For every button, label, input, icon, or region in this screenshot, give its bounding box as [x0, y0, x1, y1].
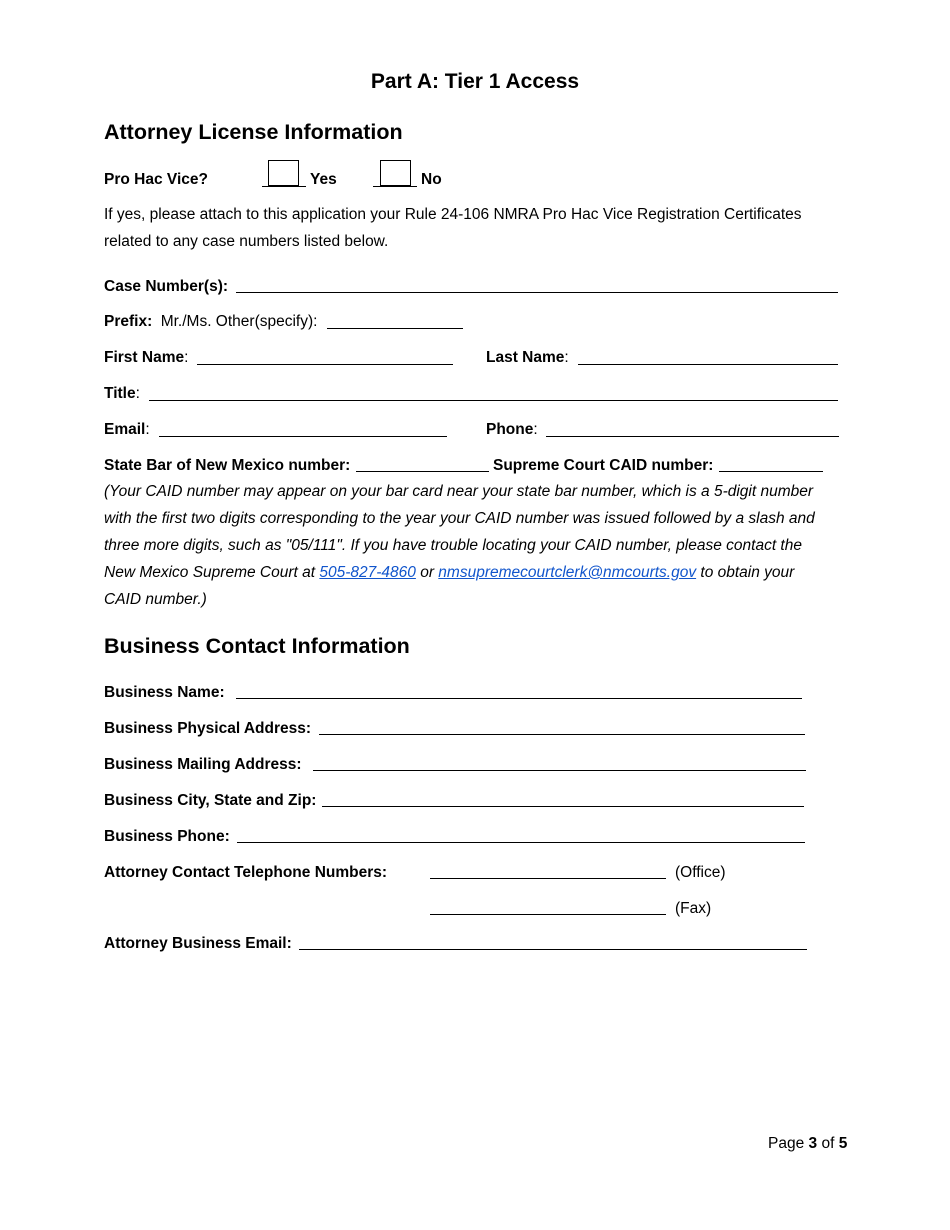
- title-row: [104, 385, 140, 403]
- state-bar-label: State Bar of New Mexico number:: [104, 457, 351, 474]
- of-word: of: [821, 1135, 835, 1152]
- page-number: [768, 1135, 847, 1153]
- caid-note-line-3: three more digits, such as "05/111". If you have trouble locating your CAID number, please contact the: [104, 537, 802, 554]
- office-phone-field[interactable]: [430, 878, 666, 879]
- title-field[interactable]: [149, 400, 838, 401]
- mailing-address-field[interactable]: [313, 770, 806, 771]
- caid-field[interactable]: [719, 471, 823, 472]
- fax-field[interactable]: [430, 914, 666, 915]
- caid-note: [104, 478, 834, 613]
- fax-label: (Fax): [675, 900, 712, 917]
- caid-phone-link[interactable]: 505-827-4860: [319, 564, 416, 581]
- business-phone-field[interactable]: [237, 842, 805, 843]
- first-name-label: First Name: [104, 349, 185, 366]
- case-numbers-field[interactable]: [236, 292, 838, 293]
- caid-note-line-5: CAID number.): [104, 591, 207, 608]
- page-total: 5: [838, 1135, 848, 1152]
- email-field[interactable]: [159, 436, 447, 437]
- attorney-phones-label: Attorney Contact Telephone Numbers:: [104, 864, 388, 881]
- city-state-zip-label: Business City, State and Zip:: [104, 792, 317, 809]
- first-name-row: [104, 349, 188, 367]
- phone-field[interactable]: [546, 436, 839, 437]
- email-row: [104, 421, 150, 439]
- first-name-colon: :: [184, 349, 189, 366]
- no-label: No: [421, 171, 442, 188]
- caid-note-or: or: [415, 564, 439, 581]
- instructions-line-2: related to any case numbers listed below.: [104, 233, 389, 250]
- attorney-section-heading: Attorney License Information: [104, 120, 403, 144]
- yes-checkbox-underline: [262, 186, 306, 187]
- phone-label: Phone: [486, 421, 534, 438]
- state-bar-field[interactable]: [356, 471, 489, 472]
- yes-checkbox[interactable]: [268, 160, 299, 186]
- office-label: (Office): [675, 864, 726, 881]
- physical-address-label: Business Physical Address:: [104, 720, 312, 737]
- caid-note-line-1: (Your CAID number may appear on your bar card near your state bar number, which is a 5-digit number: [104, 483, 814, 500]
- physical-address-field[interactable]: [319, 734, 805, 735]
- business-section-heading: Business Contact Information: [104, 634, 410, 658]
- page-title: Part A: Tier 1 Access: [370, 70, 580, 93]
- last-name-field[interactable]: [578, 364, 838, 365]
- last-name-colon: :: [564, 349, 569, 366]
- pro-hac-vice-label: Pro Hac Vice?: [104, 171, 208, 188]
- title-label: Title: [104, 385, 136, 402]
- no-checkbox[interactable]: [380, 160, 411, 186]
- last-name-label: Last Name: [486, 349, 565, 366]
- page-word: Page: [768, 1135, 805, 1152]
- email-colon: :: [145, 421, 150, 438]
- first-name-field[interactable]: [197, 364, 453, 365]
- attorney-email-label: Attorney Business Email:: [104, 935, 292, 952]
- business-name-field[interactable]: [236, 698, 802, 699]
- caid-label: Supreme Court CAID number:: [493, 457, 714, 474]
- phone-row: [486, 421, 538, 439]
- caid-note-line-4-start: New Mexico Supreme Court at: [104, 564, 320, 581]
- title-colon: :: [135, 385, 140, 402]
- email-label: Email: [104, 421, 146, 438]
- page-current: 3: [808, 1135, 818, 1152]
- caid-note-line-2: with the first two digits corresponding to the year your CAID number was issued followed by a slash and: [104, 510, 815, 527]
- pro-hac-vice-instructions: [104, 201, 834, 255]
- city-state-zip-field[interactable]: [322, 806, 804, 807]
- caid-email-link[interactable]: nmsupremecourtclerk@nmcourts.gov: [438, 564, 697, 581]
- phone-colon: :: [533, 421, 538, 438]
- prefix-options: Mr./Ms. Other: [160, 313, 255, 330]
- caid-note-line-4-end: to obtain your: [696, 564, 795, 581]
- prefix-specify: (specify):: [254, 313, 318, 330]
- prefix-other-field[interactable]: [327, 328, 463, 329]
- prefix-row: [104, 313, 317, 331]
- yes-label: Yes: [310, 171, 337, 188]
- caid-note-line-4: [104, 559, 834, 586]
- case-numbers-label: Case Number(s):: [104, 278, 229, 295]
- business-phone-label: Business Phone:: [104, 828, 230, 845]
- business-name-label: Business Name:: [104, 684, 225, 701]
- instructions-line-1: If yes, please attach to this application your Rule 24-106 NMRA Pro Hac Vice Registration Certificates: [104, 206, 802, 223]
- no-checkbox-underline: [373, 186, 417, 187]
- mailing-address-label: Business Mailing Address:: [104, 756, 302, 773]
- attorney-email-field[interactable]: [299, 949, 807, 950]
- last-name-row: [486, 349, 569, 367]
- prefix-label: Prefix:: [104, 313, 153, 330]
